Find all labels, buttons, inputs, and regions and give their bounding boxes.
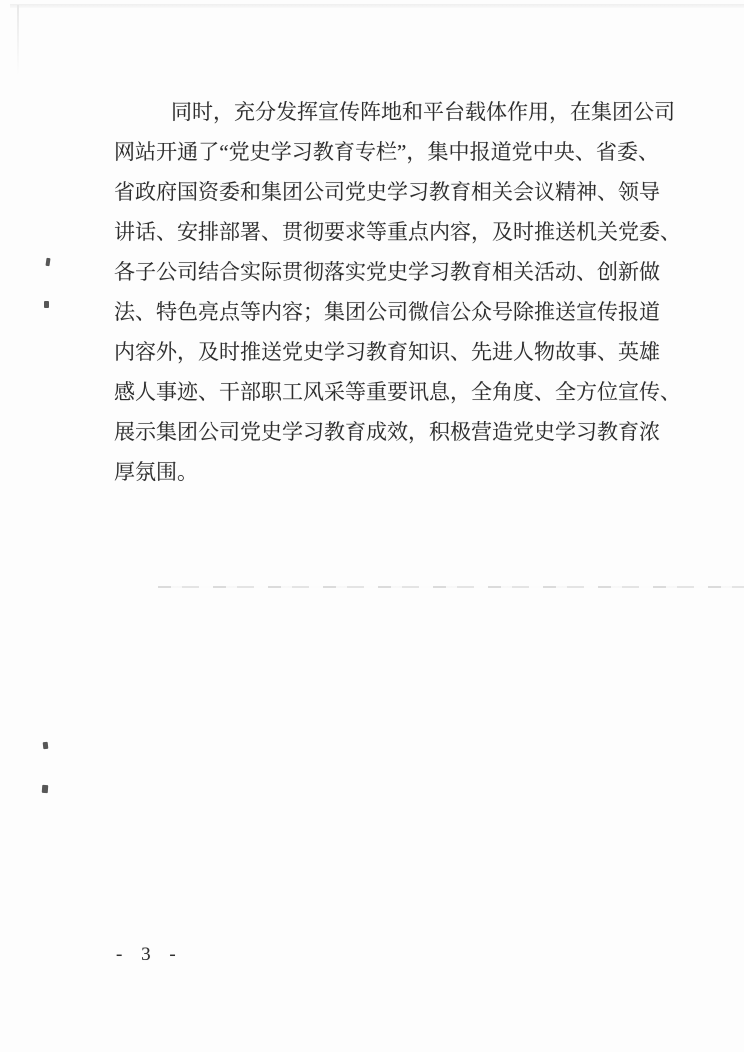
paragraph-line: 法、特色亮点等内容；集团公司微信公众号除推送宣传报道	[114, 300, 660, 324]
paragraph-line: 厚氛围。	[114, 460, 198, 484]
paragraph-line: 讲话、安排部署、贯彻要求等重点内容，及时推送机关党委、	[114, 220, 681, 244]
paragraph-line: 感人事迹、干部职工风采等重要讯息，全角度、全方位宣传、	[114, 380, 681, 404]
paragraph-line: 内容外，及时推送党史学习教育知识、先进人物故事、英雄	[114, 340, 660, 364]
scan-edge-left-artifact	[17, 5, 19, 75]
paragraph-line: 同时，充分发挥宣传阵地和平台载体作用，在集团公司	[171, 100, 675, 124]
scan-line-artifact	[158, 586, 744, 588]
paragraph-line: 省政府国资委和集团公司党史学习教育相关会议精神、领导	[114, 180, 660, 204]
ink-speck	[43, 742, 49, 749]
ink-speck	[42, 785, 49, 793]
page-number: - 3 -	[116, 944, 183, 965]
paragraph-line: 展示集团公司党史学习教育成效，积极营造党史学习教育浓	[114, 420, 660, 444]
body-paragraph	[114, 92, 681, 492]
ink-speck	[45, 258, 50, 266]
scan-edge-top-artifact	[10, 4, 744, 8]
ink-speck	[44, 301, 49, 308]
paragraph-line: 各子公司结合实际贯彻落实党史学习教育相关活动、创新做	[114, 260, 660, 284]
paragraph-line: 网站开通了“党史学习教育专栏”，集中报道党中央、省委、	[114, 140, 659, 164]
